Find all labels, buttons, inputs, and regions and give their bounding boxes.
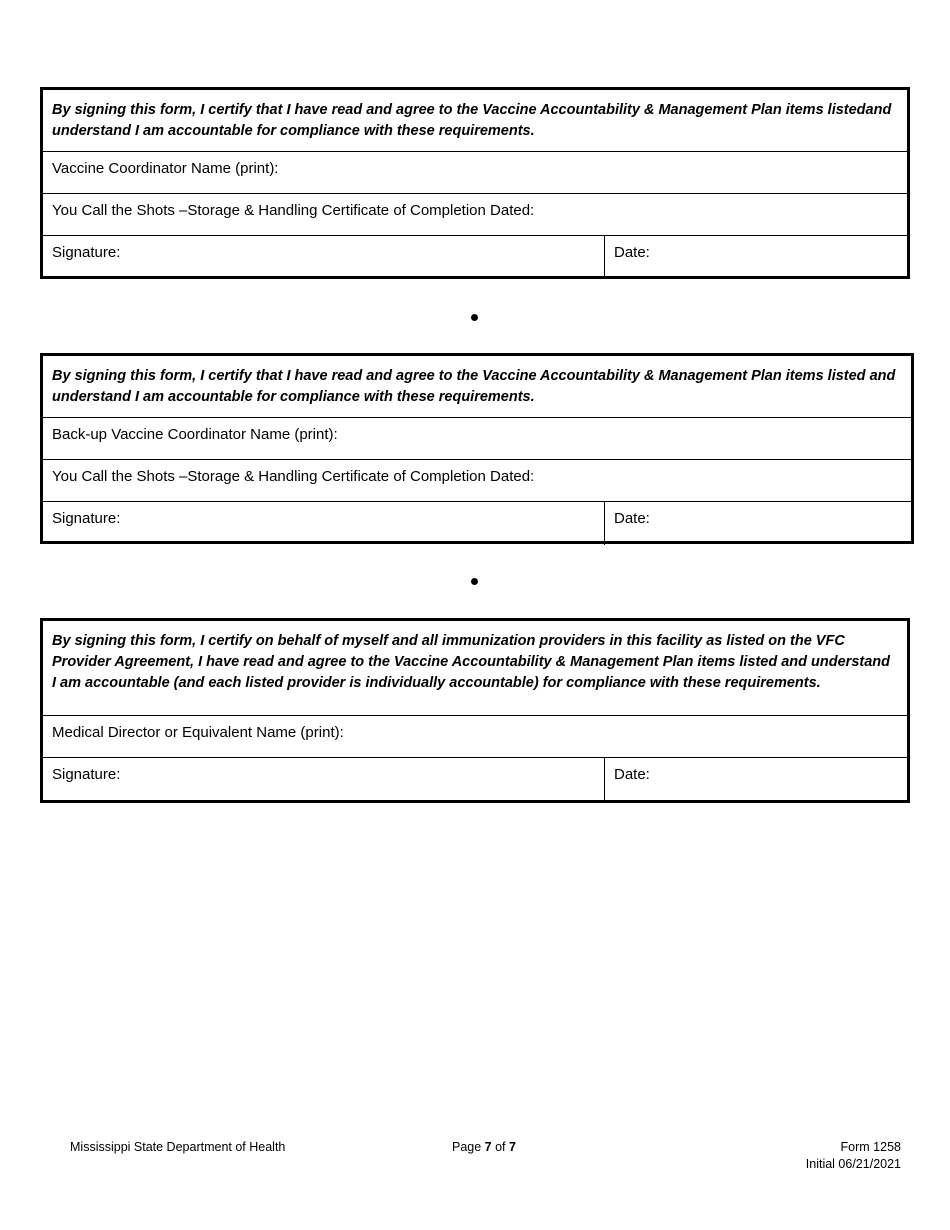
signature-field[interactable]: Signature:: [43, 502, 605, 545]
certification-statement: By signing this form, I certify that I have read and agree to the Vaccine Accountability & Management Plan items listedand understand I am accountable for compliance with these requirements.: [43, 90, 907, 152]
backup-coordinator-name-field[interactable]: Back-up Vaccine Coordinator Name (print):: [43, 418, 911, 460]
coordinator-name-field[interactable]: Vaccine Coordinator Name (print):: [43, 152, 907, 194]
bullet-separator: [471, 578, 478, 585]
medical-director-form: [40, 618, 910, 803]
signature-row: [43, 758, 907, 801]
bullet-separator: [471, 314, 478, 321]
footer-organization: Mississippi State Department of Health: [70, 1140, 286, 1154]
signature-row: [43, 502, 911, 545]
signature-row: [43, 236, 907, 279]
footer-page-number: [452, 1139, 516, 1156]
page-prefix: Page: [452, 1140, 485, 1154]
footer-form-info: [806, 1139, 901, 1173]
date-field[interactable]: Date:: [614, 510, 650, 527]
certificate-date-field[interactable]: You Call the Shots –Storage & Handling Certificate of Completion Dated:: [43, 194, 907, 236]
page-total: 7: [509, 1140, 516, 1154]
vaccine-coordinator-form: [40, 87, 910, 279]
page-current: 7: [484, 1140, 492, 1154]
medical-director-name-field[interactable]: Medical Director or Equivalent Name (print):: [43, 716, 907, 758]
certificate-date-field[interactable]: You Call the Shots –Storage & Handling Certificate of Completion Dated:: [43, 460, 911, 502]
backup-coordinator-form: [40, 353, 914, 544]
page-of: of: [491, 1140, 509, 1154]
date-field[interactable]: Date:: [614, 766, 650, 783]
certification-statement: By signing this form, I certify on behalf of myself and all immunization providers in this facility as listed on the VFC Provider Agreement, I have read and agree to the Vaccine Accountability & Management Plan items listed and understand I am accountable (and each listed provider is individually accountable) for compliance with these requirements.: [43, 621, 907, 716]
signature-field[interactable]: Signature:: [43, 236, 605, 279]
form-number: Form 1258: [840, 1140, 901, 1154]
date-field[interactable]: Date:: [614, 244, 650, 261]
signature-field[interactable]: Signature:: [43, 758, 605, 801]
certification-statement: By signing this form, I certify that I have read and agree to the Vaccine Accountability & Management Plan items listed and understand I am accountable for compliance with these requirements.: [43, 356, 911, 418]
initial-date: Initial 06/21/2021: [805, 1157, 901, 1171]
